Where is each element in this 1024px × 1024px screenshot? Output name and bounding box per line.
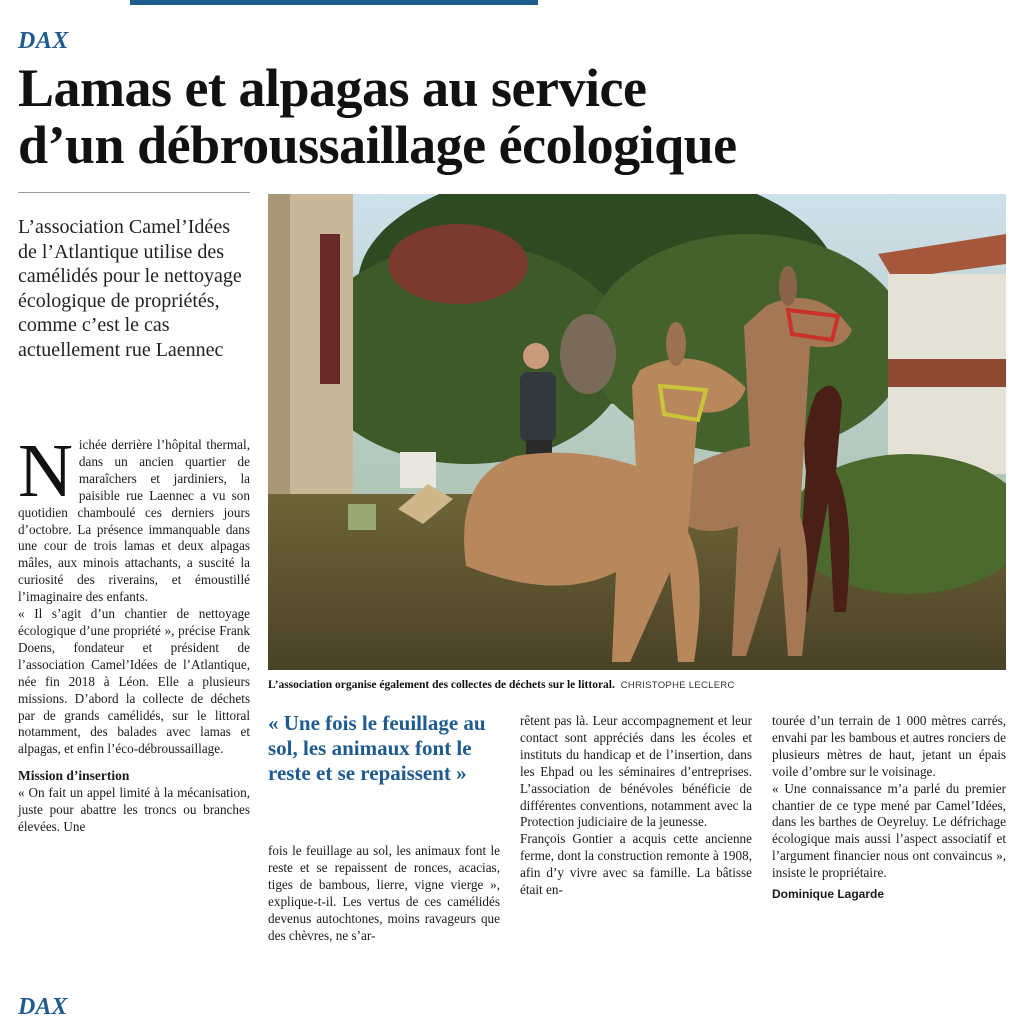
top-accent-rule [130,0,538,5]
photo-credit: CHRISTOPHE LECLERC [620,680,735,691]
article-column-2 [268,843,500,944]
section-label: DAX [18,28,69,54]
headline-line-2: d’un débroussaillage écologique [18,115,737,175]
paragraph: François Gontier a acquis cette ancienne ferme, dont la construction remonte à 1908, afin d’y vivre avec sa famille. La bâtisse était en- [520,831,752,898]
subheading: Mission d’insertion [18,768,130,784]
author-signature: Dominique Lagarde [772,887,885,902]
lede-divider [18,192,250,193]
paragraph-text: ichée derrière l’hôpital thermal, dans un ancien quartier de maraîchers et jardiniers, la paisible rue Laennec a vu son quotidien chamboulé ces derniers jours d’octobre. La présence immanquable dans une cour de trois lamas et deux alpagas mâles, aux minois attachants, a suscité la curiosité des riverains, et émoustillé l’imaginaire des enfants. [18,437,250,605]
paragraph: « On fait un appel limité à la mécanisation, juste pour abattre les troncs ou branches élevées. Une [18,785,250,834]
headline-line-1: Lamas et alpagas au service [18,58,647,118]
lede: L’association Camel’Idées de l’Atlantique utilise des camélidés pour le nettoyage écologique de propriétés, comme c’est le cas actuellement rue Laennec [18,216,242,361]
footer-section-label: DAX [18,994,68,1020]
article-column-4 [772,713,1006,903]
article-column-3 [520,713,752,899]
dropcap: N [18,429,73,513]
paragraph: « Une connaissance m’a parlé du premier chantier de ce type mené par Camel’Idées, dans les barthes de Oeyreluy. Le défrichage écologique mais aussi l’aspect associatif et l’argument financier nous ont convaincus », insiste le propriétaire. [772,780,1006,881]
paragraph: rêtent pas là. Leur accompagnement et leur contact sont appréciés dans les écoles et instituts du handicap et de l’insertion, dans les Ehpad ou les séminaires d’entreprises. L’association de bénévoles bénéficie de différentes conventions, notamment avec la Protection judiciaire de la jeunesse. [520,713,752,830]
llama-photo-illustration [268,194,1006,670]
paragraph: tourée d’un terrain de 1 000 mètres carrés, envahi par les bambous et autres ronciers de plusieurs mètres de haut, jetant un épais voile d’ombre sur le voisinage. [772,713,1006,779]
article-photo [268,194,1006,670]
paragraph: « Il s’agit d’un chantier de nettoyage écologique d’une propriété », précise Frank Doens, fondateur et président de l’association Camel’Idées de l’Atlantique, née fin 2018 à Léon. Elle a plusieurs missions. D’abord la collecte de déchets par de grands camélidés, sur le littoral notamment, des balades avec lamas et alpagas, et enfin l’éco-débroussaillage. [18,606,250,757]
article-column-1 [18,429,250,836]
headline [18,60,1018,174]
photo-caption [268,678,1006,693]
paragraph [18,429,250,606]
pull-quote: « Une fois le feuillage au sol, les animaux font le reste et se repaissent » [268,711,486,785]
paragraph: fois le feuillage au sol, les animaux font le reste et se repaissent de ronces, acacias, tiges de bambous, lierre, vigne vierge », explique-t-il. Les vertus de ces camélidés devenus autochtones, moins ravageurs que des chèvres, ne s’ar- [268,843,500,943]
caption-text: L’association organise également des collectes de déchets sur le littoral. [268,679,615,691]
